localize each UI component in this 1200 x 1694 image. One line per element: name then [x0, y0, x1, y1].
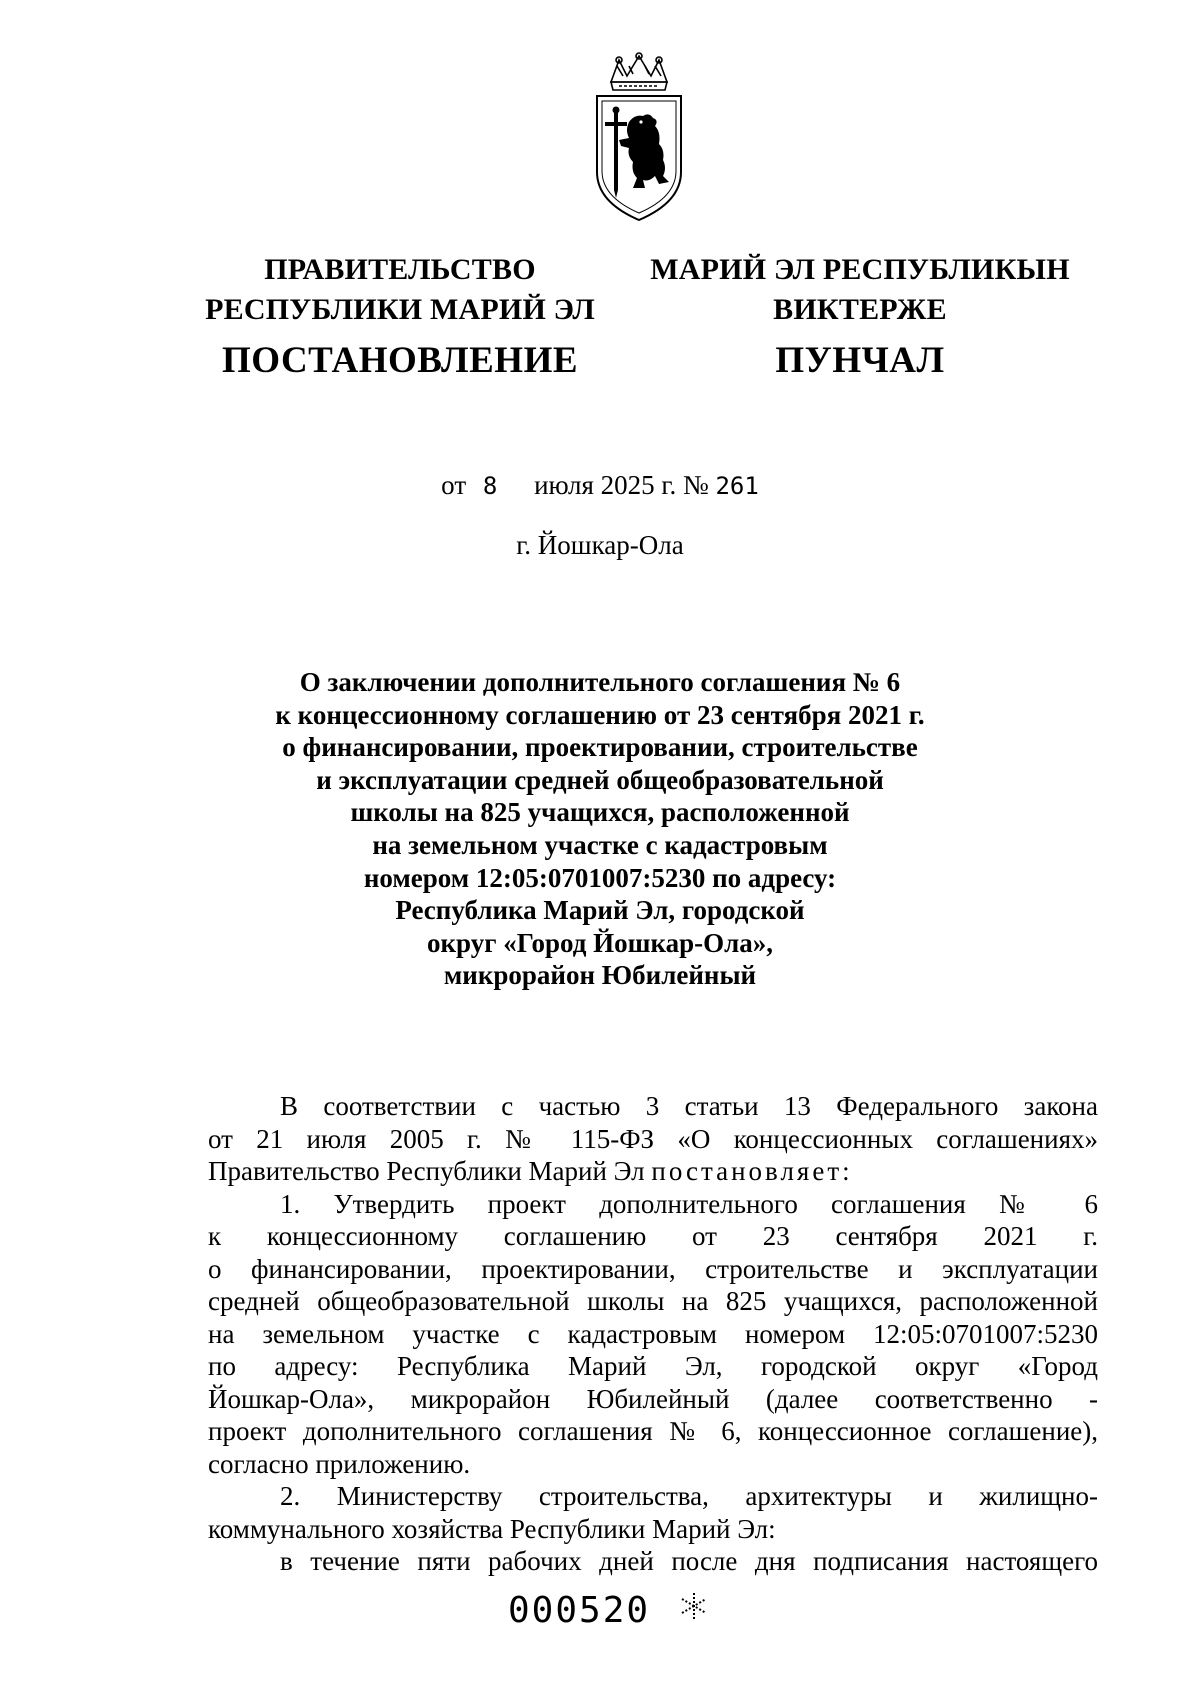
document-title — [240, 666, 960, 992]
header-left-doc-type: ПОСТАНОВЛЕНИЕ — [221, 340, 579, 381]
title-line: округ «Город Йошкар-Ола», — [426, 927, 774, 958]
header-left-line1: ПРАВИТЕЛЬСТВО — [264, 253, 536, 286]
document-body — [208, 1090, 1098, 1578]
coat-of-arms-emblem — [589, 52, 689, 228]
body-p1-line: проект дополнительного соглашения № 6, концессионное соглашение), — [208, 1416, 1098, 1446]
body-intro-line — [208, 1155, 1098, 1188]
header-right-doc-type: ПУНЧАЛ — [775, 340, 945, 381]
body-p1-line: Йошкар-Ола», микрорайон Юбилейный (далее соответственно - — [208, 1383, 1098, 1414]
intro-subject: Правительство Республики Марий Эл — [208, 1156, 645, 1186]
header-right-line2: ВИКТЕРЖЕ — [773, 293, 947, 326]
title-line: О заключении дополнительного соглашения № 6 — [299, 667, 901, 697]
body-p2-line: коммунального хозяйства Республики Марий Эл: — [208, 1513, 776, 1544]
intro-verb: постановляет: — [651, 1156, 853, 1186]
title-line: микрорайон Юбилейный — [443, 960, 757, 991]
title-line: школы на 825 учащихся, расположенной — [350, 797, 850, 828]
body-p1-line: о финансировании, проектировании, строительстве и эксплуатации — [208, 1253, 1098, 1284]
header-left-block — [180, 250, 620, 384]
body-p1-line: средней общеобразовательной школы на 825 учащихся, расположенной — [208, 1286, 1098, 1316]
title-line: к концессионному соглашению от 23 сентября 2021 г. — [275, 699, 925, 730]
body-intro-line: от 21 июля 2005 г. № 115-ФЗ «О концессионных соглашениях» — [208, 1123, 1098, 1154]
city-name: г. Йошкар-Ола — [516, 530, 684, 560]
body-p2-line: 2. Министерству строительства, архитектуры и жилищно- — [280, 1481, 1098, 1511]
title-line: номером 12:05:0701007:5230 по адресу: — [363, 862, 837, 893]
body-p2-line: в течение пяти рабочих дней после дня подписания настоящего — [280, 1546, 1098, 1576]
body-p1-line: 1. Утвердить проект дополнительного соглашения № 6 — [280, 1188, 1098, 1219]
body-p1-line: по адресу: Республика Марий Эл, городской округ «Город — [208, 1351, 1098, 1381]
date-prefix: от — [441, 470, 467, 500]
body-p1-line: к концессионному соглашению от 23 сентября 2021 г. — [208, 1221, 1098, 1251]
body-intro-line: В соответствии с частью 3 статьи 13 Федерального закона — [280, 1091, 1098, 1121]
title-line: на земельном участке с кадастровым — [372, 829, 828, 860]
asterisk-mark-icon — [678, 1590, 710, 1622]
title-line: Республика Марий Эл, городской — [395, 895, 805, 926]
date-month-year: июля 2025 г. № — [534, 470, 709, 500]
document-number: 261 — [715, 472, 759, 500]
body-p1-last-line: согласно приложению. — [208, 1448, 471, 1479]
date-day: 8 — [482, 472, 498, 500]
header-right-line1: МАРИЙ ЭЛ РЕСПУБЛИКЫН — [650, 253, 1070, 286]
serial-number: 000520 — [508, 1590, 651, 1631]
body-p1-line: на земельном участке с кадастровым номером 12:05:0701007:5230 — [208, 1318, 1098, 1349]
header-left-line2: РЕСПУБЛИКИ МАРИЙ ЭЛ — [205, 293, 595, 326]
title-line: и эксплуатации средней общеобразовательной — [316, 764, 884, 795]
title-line: о финансировании, проектировании, строительстве — [282, 732, 918, 763]
document-date-line — [0, 470, 1200, 501]
header-right-block — [640, 250, 1080, 384]
